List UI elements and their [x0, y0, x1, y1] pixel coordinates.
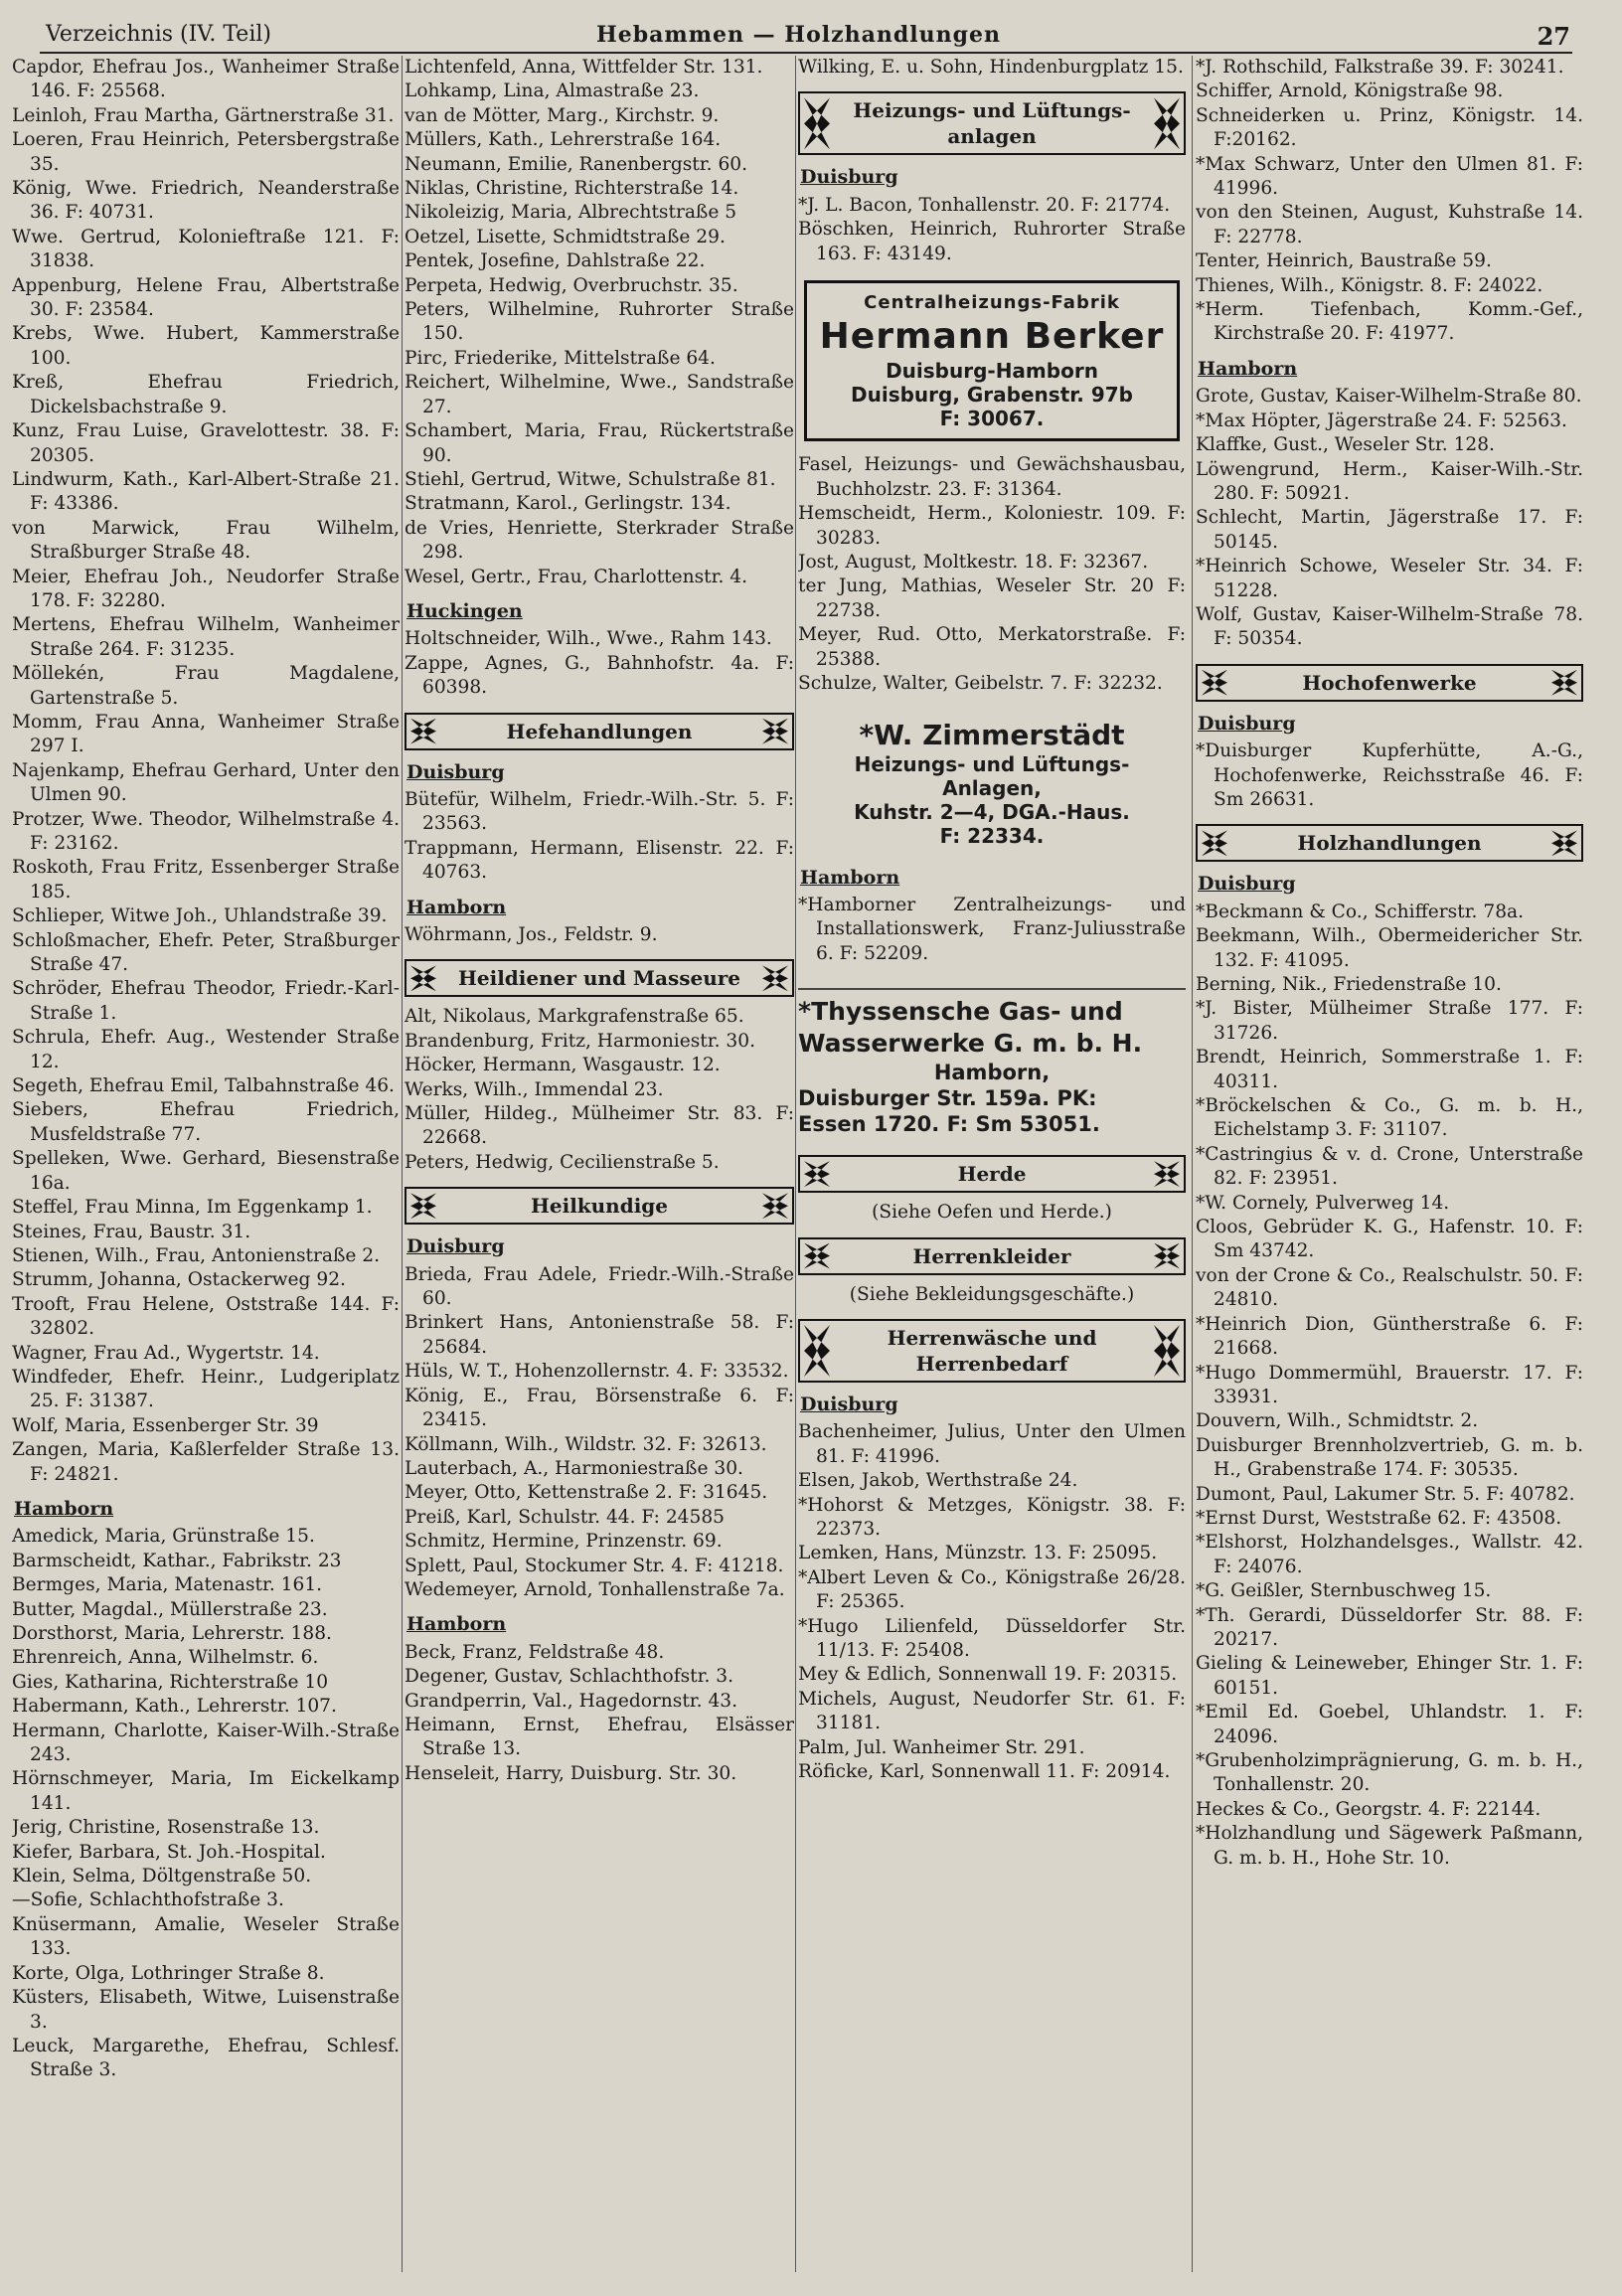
directory-entry: Schröder, Ehefrau Theodor, Friedr.-Karl-Straße 1. [12, 978, 400, 1024]
directory-entry: Brieda, Frau Adele, Friedr.-Wilh.-Straße 60. [405, 1263, 794, 1310]
directory-entry: Butter, Magdal., Müllerstraße 23. [12, 1598, 328, 1620]
directory-entry: *Max Höpter, Jägerstraße 24. F: 52563. [1196, 410, 1567, 431]
section-heading [798, 1237, 1186, 1275]
directory-entry: Heimann, Ernst, Ehefrau, Elsässer Straße 13. [405, 1714, 794, 1760]
directory-entry: Röficke, Karl, Sonnenwall 11. F: 20914. [798, 1761, 1171, 1783]
city-heading: Huckingen [406, 599, 523, 622]
directory-entry: Palm, Jul. Wanheimer Str. 291. [798, 1736, 1085, 1758]
advertisement-thyssen [798, 988, 1186, 1137]
header-left: Verzeichnis (IV. Teil) [46, 22, 271, 47]
directory-entry: *Hohorst & Metzges, Königstr. 38. F: 22373. [798, 1494, 1186, 1540]
directory-entry: Kreß, Ehefrau Friedrich, Dickelsbachstraße 9. [12, 372, 400, 417]
section-heading [798, 1155, 1186, 1193]
entry-list [798, 894, 1186, 966]
directory-entry: Kiefer, Barbara, St. Joh.-Hospital. [12, 1841, 326, 1863]
directory-entry: Schlecht, Martin, Jägerstraße 17. F: 50145. [1196, 507, 1583, 553]
directory-entry: Gieling & Leineweber, Ehinger Str. 1. F: 60151. [1196, 1653, 1583, 1699]
ad-line: Duisburg, Grabenstr. 97b [851, 383, 1133, 408]
directory-entry: Schrula, Ehefr. Aug., Westender Straße 12. [12, 1027, 400, 1072]
directory-entry: Bachenheimer, Julius, Unter den Ulmen 81. F: 41996. [798, 1421, 1186, 1467]
section-heading [405, 1187, 794, 1225]
directory-entry: von der Crone & Co., Realschulstr. 50. F: 24810. [1196, 1264, 1583, 1311]
directory-entry: Fasel, Heizungs- und Gewächshausbau, Buchholzstr. 23. F: 31364. [798, 454, 1186, 500]
city-heading: Hamborn [14, 1497, 114, 1520]
entry-list [12, 56, 400, 1487]
directory-entry: Lohkamp, Lina, Almastraße 23. [405, 81, 700, 102]
directory-entry: Windfeder, Ehefr. Heinr., Ludgeriplatz 25. F: 31387. [12, 1366, 400, 1412]
directory-entry: Beekmann, Wilh., Obermeidericher Str. 132. F: 41095. [1196, 925, 1583, 971]
directory-entry: *Duisburger Kupferhütte, A.-G., Hochofenwerke, Reichsstraße 46. F: Sm 26631. [1196, 740, 1583, 810]
directory-entry: Duisburger Brennholzvertrieb, G. m. b. H., Grabenstraße 174. F: 30535. [1196, 1434, 1583, 1481]
directory-entry: König, E., Frau, Börsenstraße 6. F: 23415. [405, 1385, 794, 1431]
ad-line: Centralheizungs-Fabrik [864, 292, 1120, 314]
directory-entry: Grandperrin, Val., Hagedornstr. 43. [405, 1690, 738, 1712]
directory-entry: Dumont, Paul, Lakumer Str. 5. F: 40782. [1196, 1483, 1575, 1505]
section-title: Heilkundige [530, 1194, 669, 1219]
page-number: 27 [1537, 22, 1570, 51]
directory-entry: Schloßmacher, Ehefr. Peter, Straßburger Straße 47. [12, 929, 400, 976]
directory-entry: Schulze, Walter, Geibelstr. 7. F: 32232. [798, 673, 1163, 695]
directory-entry: Krebs, Wwe. Hubert, Kammerstraße 100. [12, 323, 400, 369]
directory-entry: Meier, Ehefrau Joh., Neudorfer Straße 178. F: 32280. [12, 566, 400, 611]
column-divider [402, 56, 403, 2272]
directory-entry: Werks, Wilh., Immendal 23. [405, 1078, 664, 1100]
directory-entry: Pirc, Friederike, Mittelstraße 64. [405, 347, 716, 369]
see-also-note: (Siehe Oefen und Herde.) [872, 1202, 1112, 1224]
directory-entry: Capdor, Ehefrau Jos., Wanheimer Straße 146. F: 25568. [12, 57, 400, 102]
directory-entry: Trooft, Frau Helene, Oststraße 144. F: 32802. [12, 1293, 400, 1340]
directory-entry: *Heinrich Dion, Güntherstraße 6. F: 21668. [1196, 1313, 1583, 1360]
directory-entry: Böschken, Heinrich, Ruhrorter Straße 163. F: 43149. [798, 219, 1186, 264]
directory-entry: *Ernst Durst, Weststraße 62. F: 43508. [1196, 1507, 1562, 1529]
directory-entry: *W. Cornely, Pulverweg 14. [1196, 1192, 1450, 1214]
directory-entry: Steines, Frau, Baustr. 31. [12, 1221, 251, 1242]
directory-entry: Wedemeyer, Arnold, Tonhallenstraße 7a. [405, 1578, 785, 1600]
directory-entry: *Castringius & v. d. Crone, Unterstraße 82. F: 23951. [1196, 1143, 1583, 1190]
directory-entry: Wolf, Maria, Essenberger Str. 39 [12, 1414, 319, 1436]
directory-entry: Meyer, Otto, Kettenstraße 2. F: 31645. [405, 1482, 768, 1504]
directory-entry: Wöhrmann, Jos., Feldstr. 9. [405, 924, 658, 945]
ad-line: Duisburg-Hamborn [886, 359, 1098, 384]
directory-entry: Klein, Selma, Döltgenstraße 50. [12, 1866, 312, 1887]
directory-entry: Bermges, Maria, Matenastr. 161. [12, 1574, 323, 1596]
city-heading: Hamborn [406, 1613, 507, 1636]
directory-entry: *J. Rothschild, Falkstraße 39. F: 30241. [1196, 57, 1564, 78]
entry-list [798, 56, 1186, 80]
entry-list [12, 1525, 400, 2082]
directory-entry: Korte, Olga, Lothringer Straße 8. [12, 1962, 325, 1984]
directory-entry: Roskoth, Frau Fritz, Essenberger Straße 185. [12, 857, 400, 902]
directory-entry: Jerig, Christine, Rosenstraße 13. [12, 1817, 320, 1839]
directory-entry: Müllers, Kath., Lehrerstraße 164. [405, 129, 722, 151]
ad-line: Hamborn, [933, 1061, 1051, 1085]
directory-entry: Köllmann, Wilh., Wildstr. 32. F: 32613. [405, 1433, 767, 1455]
directory-entry: Schlieper, Witwe Joh., Uhlandstraße 39. [12, 905, 388, 927]
directory-entry: Peters, Wilhelmine, Ruhrorter Straße 150. [405, 299, 794, 345]
directory-entry: Niklas, Christine, Richterstraße 14. [405, 178, 739, 200]
directory-entry: Reichert, Wilhelmine, Wwe., Sandstraße 27. [405, 372, 794, 417]
directory-entry: Steffel, Frau Minna, Im Eggenkamp 1. [12, 1197, 373, 1219]
header-center: Hebammen — Holzhandlungen [596, 22, 1001, 48]
ad-company-name: *W. Zimmerstädt [859, 718, 1125, 751]
advertisement-zimmerstaedt [798, 719, 1186, 848]
section-heading [798, 91, 1186, 155]
directory-entry: Mey & Edlich, Sonnenwall 19. F: 20315. [798, 1664, 1178, 1686]
directory-entry: *G. Geißler, Sternbuschweg 15. [1196, 1580, 1492, 1602]
entry-list [405, 788, 794, 886]
directory-entry: *Beckmann & Co., Schifferstr. 78a. [1196, 901, 1525, 922]
see-also-note: (Siehe Bekleidungsgeschäfte.) [849, 1283, 1135, 1305]
entry-list [1196, 56, 1583, 347]
entry-list [405, 1263, 794, 1603]
directory-entry: *Hamborner Zentralheizungs- und Installationswerk, Franz-Juliusstraße 6. F: 52209. [798, 894, 1186, 964]
directory-entry: Schneiderken u. Prinz, Königstr. 14. F:20162. [1196, 104, 1583, 151]
directory-entry: *Emil Ed. Goebel, Uhlandstr. 1. F: 24096. [1196, 1702, 1583, 1747]
directory-entry: Hemscheidt, Herm., Koloniestr. 109. F: 30283. [798, 503, 1186, 549]
ad-line: Essen 1720. F: Sm 53051. [798, 1112, 1100, 1137]
entry-list [405, 1005, 794, 1175]
section-title: Herrenkleider [912, 1243, 1071, 1268]
directory-entry: Grote, Gustav, Kaiser-Wilhelm-Straße 80. [1196, 386, 1582, 408]
directory-entry: Lemken, Hans, Münzstr. 13. F: 25095. [798, 1543, 1158, 1564]
directory-entry: Peters, Hedwig, Cecilienstraße 5. [405, 1151, 720, 1173]
directory-entry: *Albert Leven & Co., Königstraße 26/28. F: 25365. [798, 1566, 1186, 1613]
ad-line: F: 22334. [939, 823, 1045, 848]
directory-entry: Bütefür, Wilhelm, Friedr.-Wilh.-Str. 5. F: 23563. [405, 788, 794, 835]
directory-entry: Brendt, Heinrich, Sommerstraße 1. F: 40311. [1196, 1047, 1583, 1092]
ad-line: F: 30067. [939, 407, 1045, 431]
directory-entry: Tenter, Heinrich, Baustraße 59. [1196, 250, 1492, 272]
directory-entry: Pentek, Josefine, Dahlstraße 22. [405, 250, 706, 272]
city-heading: Hamborn [1198, 357, 1298, 380]
directory-entry: Michels, August, Neudorfer Str. 61. F: 31181. [798, 1688, 1186, 1734]
directory-entry: Najenkamp, Ehefrau Gerhard, Unter den Ulmen 90. [12, 759, 400, 806]
directory-entry: Neumann, Emilie, Ranenbergstr. 60. [405, 153, 748, 175]
directory-entry: *Herm. Tiefenbach, Komm.-Gef., Kirchstraße 20. F: 41977. [1196, 299, 1583, 345]
column-1 [12, 56, 400, 2272]
directory-entry: Klaffke, Gust., Weseler Str. 128. [1196, 434, 1495, 456]
directory-entry: Barmscheidt, Kathar., Fabrikstr. 23 [12, 1550, 342, 1571]
entry-list [405, 1641, 794, 1786]
city-heading: Duisburg [800, 1393, 898, 1415]
ad-line: Anlagen, [942, 775, 1042, 800]
directory-entry: *Th. Gerardi, Düsseldorfer Str. 88. F: 20217. [1196, 1604, 1583, 1650]
directory-entry: Holtschneider, Wilh., Wwe., Rahm 143. [405, 628, 772, 650]
section-title: Hochofenwerke [1302, 670, 1477, 695]
section-title: Hefehandlungen [506, 719, 693, 743]
directory-entry: Habermann, Kath., Lehrerstr. 107. [12, 1696, 337, 1718]
directory-entry: Lauterbach, A., Harmoniestraße 30. [405, 1457, 743, 1479]
directory-entry: Henseleit, Harry, Duisburg. Str. 30. [405, 1762, 737, 1784]
directory-entry: Strumm, Johanna, Ostackerweg 92. [12, 1269, 346, 1291]
directory-entry: Hörnschmeyer, Maria, Im Eickelkamp 141. [12, 1768, 400, 1814]
section-title: Heizungs- und Lüftungs- [853, 98, 1131, 123]
section-title: Herrenbedarf [915, 1351, 1068, 1376]
directory-entry: *Hugo Dommermühl, Brauerstr. 17. F: 33931. [1196, 1362, 1583, 1407]
directory-entry: Leinloh, Frau Martha, Gärtnerstraße 31. [12, 104, 395, 126]
directory-entry: Siebers, Ehefrau Friedrich, Musfeldstraße 77. [12, 1099, 400, 1145]
directory-entry: Knüsermann, Amalie, Weseler Straße 133. [12, 1913, 400, 1960]
directory-entry: Schmitz, Hermine, Prinzenstr. 69. [405, 1531, 723, 1553]
entry-list [798, 194, 1186, 266]
directory-entry: *Bröckelschen & Co., G. m. b. H., Eichelstamp 3. F: 31107. [1196, 1095, 1583, 1141]
directory-entry: von Marwick, Frau Wilhelm, Straßburger Straße 48. [12, 517, 400, 564]
section-heading [798, 1319, 1186, 1383]
directory-entry: Jost, August, Moltkestr. 18. F: 32367. [798, 552, 1149, 574]
directory-entry: Preiß, Karl, Schulstr. 44. F: 24585 [405, 1506, 725, 1528]
directory-entry: Oetzel, Lisette, Schmidtstraße 29. [405, 226, 726, 247]
directory-entry: Thienes, Wilh., Königstr. 8. F: 24022. [1196, 274, 1543, 296]
entry-list [1196, 739, 1583, 812]
page-header [40, 18, 1572, 54]
directory-entry: *Max Schwarz, Unter den Ulmen 81. F: 41996. [1196, 153, 1583, 200]
ad-line: Heizungs- und Lüftungs- [854, 751, 1130, 776]
entry-list [405, 627, 794, 700]
section-heading [405, 713, 794, 750]
directory-entry: Beck, Franz, Feldstraße 48. [405, 1641, 665, 1663]
directory-entry: Cloos, Gebrüder K. G., Hafenstr. 10. F: Sm 43742. [1196, 1217, 1583, 1262]
directory-entry: Berning, Nik., Friedenstraße 10. [1196, 974, 1502, 995]
entry-list [405, 923, 794, 947]
directory-entry: Hermann, Charlotte, Kaiser-Wilh.-Straße 243. [12, 1720, 400, 1766]
section-heading [405, 959, 794, 997]
directory-entry: Brinkert Hans, Antonienstraße 58. F: 25684. [405, 1312, 794, 1358]
directory-entry: Splett, Paul, Stockumer Str. 4. F: 41218. [405, 1555, 784, 1576]
directory-entry: *Heinrich Schowe, Weseler Str. 34. F: 51228. [1196, 556, 1583, 601]
directory-entry: Alt, Nikolaus, Markgrafenstraße 65. [405, 1006, 744, 1028]
directory-entry: Kunz, Frau Luise, Gravelottestr. 38. F: 20305. [12, 420, 400, 466]
directory-entry: Loeren, Frau Heinrich, Petersbergstraße 35. [12, 129, 400, 175]
directory-entry: Wwe. Gertrud, Kolonieftraße 121. F: 31838. [12, 226, 400, 272]
directory-entry: König, Wwe. Friedrich, Neanderstraße 36. F: 40731. [12, 178, 400, 224]
section-title: Herrenwäsche und [887, 1325, 1097, 1350]
section-heading [1196, 824, 1583, 862]
ad-line: Kuhstr. 2—4, DGA.-Haus. [854, 799, 1130, 824]
directory-entry: Heckes & Co., Georgstr. 4. F: 22144. [1196, 1798, 1541, 1820]
directory-entry: von den Steinen, August, Kuhstraße 14. F: 22778. [1196, 202, 1583, 247]
directory-entry: Wolf, Gustav, Kaiser-Wilhelm-Straße 78. F: 50354. [1196, 603, 1583, 650]
entry-list [405, 56, 794, 589]
advertisement-berker [804, 280, 1180, 441]
ad-company-name: Hermann Berker [819, 316, 1165, 358]
directory-entry: Hüls, W. T., Hohenzollernstr. 4. F: 33532. [405, 1361, 789, 1383]
section-heading [1196, 664, 1583, 702]
directory-entry: Momm, Frau Anna, Wanheimer Straße 297 I. [12, 711, 400, 757]
section-title: anlagen [947, 124, 1037, 149]
directory-entry: Wilking, E. u. Sohn, Hindenburgplatz 15. [798, 57, 1184, 78]
directory-entry: Lindwurm, Kath., Karl-Albert-Straße 21. F: 43386. [12, 468, 400, 515]
directory-entry: Amedick, Maria, Grünstraße 15. [12, 1526, 315, 1548]
directory-entry: *Holzhandlung und Sägewerk Paßmann, G. m. b. H., Hohe Str. 10. [1196, 1823, 1583, 1869]
directory-entry: Appenburg, Helene Frau, Albertstraße 30. F: 23584. [12, 274, 400, 321]
entry-list [1196, 385, 1583, 651]
ad-line: *Thyssensche Gas- und [798, 997, 1123, 1027]
entry-list [1196, 901, 1583, 1871]
directory-entry: *J. L. Bacon, Tonhallenstr. 20. F: 21774. [798, 194, 1171, 216]
column-divider [1192, 56, 1193, 2272]
column-4 [1196, 56, 1583, 2272]
directory-entry: Möllekén, Frau Magdalene, Gartenstraße 5. [12, 663, 400, 709]
directory-entry: Elsen, Jakob, Werthstraße 24. [798, 1470, 1078, 1492]
directory-entry: Löwengrund, Herm., Kaiser-Wilh.-Str. 280. F: 50921. [1196, 458, 1583, 504]
city-heading: Duisburg [800, 166, 898, 189]
directory-entry: Segeth, Ehefrau Emil, Talbahnstraße 46. [12, 1075, 395, 1097]
directory-entry: Gies, Katharina, Richterstraße 10 [12, 1671, 329, 1693]
entry-list [798, 453, 1186, 696]
city-heading: Duisburg [406, 1235, 505, 1258]
directory-entry: *Grubenholzimprägnierung, G. m. b. H., Tonhallenstr. 20. [1196, 1750, 1583, 1796]
directory-entry: *Elshorst, Holzhandelsges., Wallstr. 42. F: 24076. [1196, 1532, 1583, 1577]
directory-entry: Spelleken, Wwe. Gerhard, Biesenstraße 16a. [12, 1148, 400, 1194]
directory-entry: —Sofie, Schlachthofstraße 3. [12, 1889, 284, 1911]
section-title: Heildiener und Masseure [457, 966, 741, 991]
directory-entry: *Hugo Lilienfeld, Düsseldorfer Str. 11/13. F: 25408. [798, 1615, 1186, 1661]
directory-entry: Protzer, Wwe. Theodor, Wilhelmstraße 4. F: 23162. [12, 808, 400, 854]
city-heading: Hamborn [406, 896, 507, 918]
directory-entry: Leuck, Margarethe, Ehefrau, Schlesf. Straße 3. [12, 2035, 400, 2081]
directory-entry: Lichtenfeld, Anna, Wittfelder Str. 131. [405, 57, 763, 78]
directory-entry: Trappmann, Hermann, Elisenstr. 22. F: 40763. [405, 837, 794, 884]
entry-list [798, 1420, 1186, 1784]
city-heading: Duisburg [1198, 712, 1296, 735]
directory-entry: ter Jung, Mathias, Weseler Str. 20 F: 22738. [798, 575, 1186, 621]
directory-entry: Mertens, Ehefrau Wilhelm, Wanheimer Straße 264. F: 31235. [12, 614, 400, 660]
city-heading: Duisburg [406, 760, 505, 783]
directory-entry: Zappe, Agnes, G., Bahnhofstr. 4a. F: 60398. [405, 652, 794, 699]
directory-entry: Stratmann, Karol., Gerlingstr. 134. [405, 493, 731, 515]
directory-entry: Meyer, Rud. Otto, Merkatorstraße. F: 25388. [798, 624, 1186, 670]
directory-entry: Höcker, Hermann, Wasgaustr. 12. [405, 1055, 721, 1076]
directory-entry: Zangen, Maria, Kaßlerfelder Straße 13. F: 24821. [12, 1439, 400, 1485]
directory-entry: Brandenburg, Fritz, Harmoniestr. 30. [405, 1030, 755, 1052]
directory-entry: Degener, Gustav, Schlachthofstr. 3. [405, 1666, 733, 1688]
directory-entry: Wagner, Frau Ad., Wygertstr. 14. [12, 1342, 320, 1364]
directory-entry: Küsters, Elisabeth, Witwe, Luisenstraße 3. [12, 1987, 400, 2033]
ad-line: Wasserwerke G. m. b. H. [798, 1029, 1143, 1059]
directory-entry: Perpeta, Hedwig, Overbruchstr. 35. [405, 274, 738, 296]
column-divider [795, 56, 796, 2272]
section-title: Herde [957, 1162, 1027, 1187]
directory-entry: Schiffer, Arnold, Königstraße 98. [1196, 81, 1504, 102]
directory-entry: Schambert, Maria, Frau, Rückertstraße 90. [405, 420, 794, 466]
directory-entry: de Vries, Henriette, Sterkrader Straße 298. [405, 517, 794, 564]
directory-entry: Douvern, Wilh., Schmidtstr. 2. [1196, 1410, 1479, 1432]
column-3 [798, 56, 1186, 2272]
directory-entry: Wesel, Gertr., Frau, Charlottenstr. 4. [405, 566, 748, 587]
directory-entry: Nikoleizig, Maria, Albrechtstraße 5 [405, 202, 737, 224]
directory-entry: Stienen, Wilh., Frau, Antonienstraße 2. [12, 1244, 381, 1266]
directory-entry: *J. Bister, Mülheimer Straße 177. F: 31726. [1196, 998, 1583, 1044]
ad-line: Duisburger Str. 159a. PK: [798, 1086, 1097, 1111]
section-title: Holzhandlungen [1297, 831, 1482, 856]
directory-entry: Müller, Hildeg., Mülheimer Str. 83. F: 22668. [405, 1103, 794, 1149]
directory-entry: Stiehl, Gertrud, Witwe, Schulstraße 81. [405, 468, 776, 490]
directory-entry: Ehrenreich, Anna, Wilhelmstr. 6. [12, 1647, 319, 1669]
directory-entry: van de Mötter, Marg., Kirchstr. 9. [405, 104, 720, 126]
city-heading: Duisburg [1198, 873, 1296, 896]
city-heading: Hamborn [800, 866, 900, 889]
directory-entry: Dorsthorst, Maria, Lehrerstr. 188. [12, 1623, 332, 1644]
column-2 [405, 56, 794, 2272]
